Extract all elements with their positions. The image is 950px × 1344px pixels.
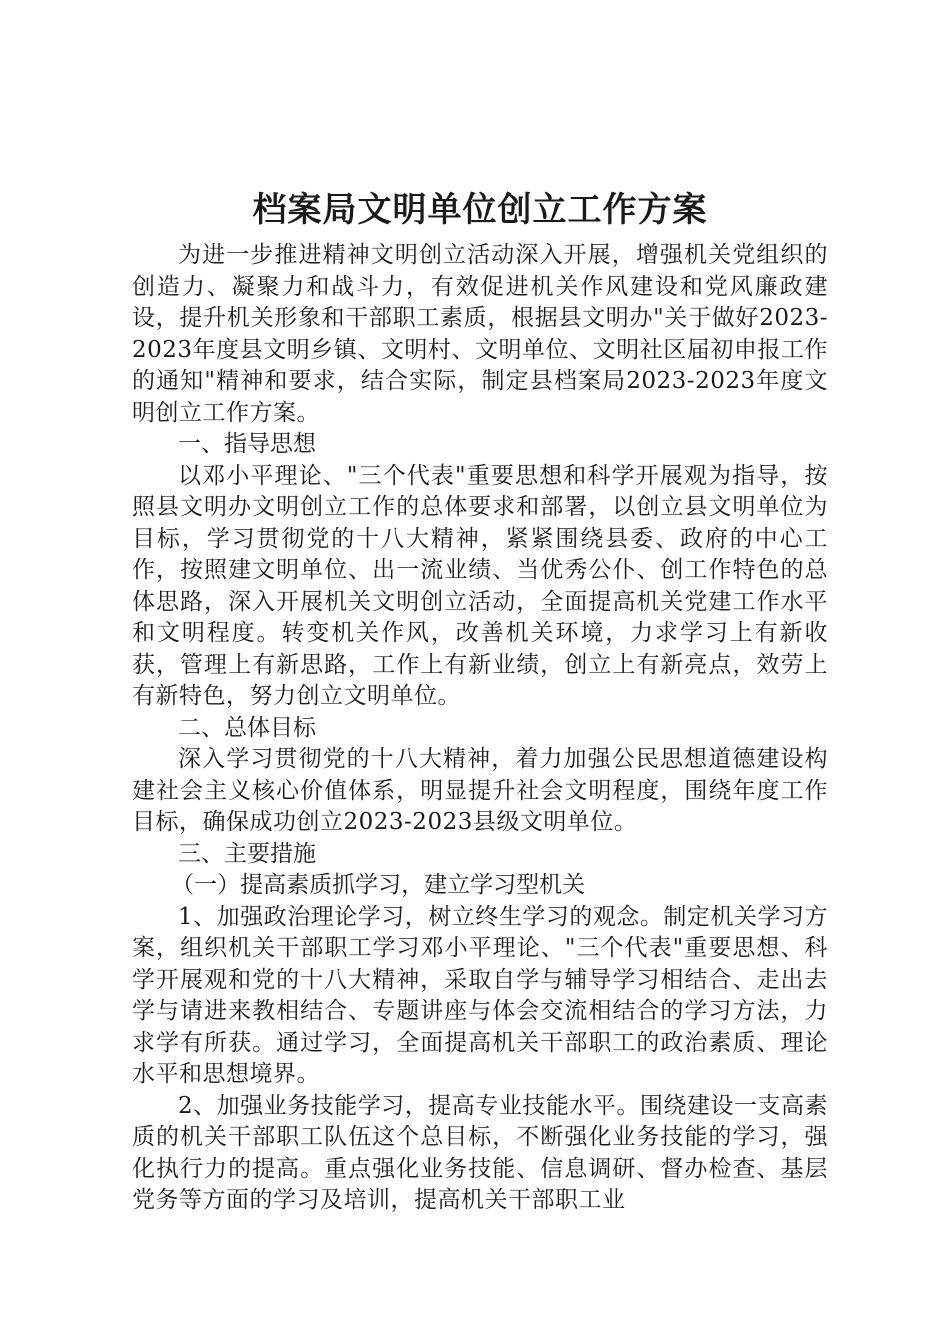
measure-item-skill-study: 2、加强业务技能学习，提高专业技能水平。围绕建设一支高素质的机关干部职工队伍这个总目标，不断强化业务技能的学习，强化执行力的提高。重点强化业务技能、信息调研、督办检查、基层党务等方面的学习及培训，提高机关干部职工业 bbox=[132, 1092, 828, 1213]
document-title: 档案局文明单位创立工作方案 bbox=[252, 190, 708, 230]
subsection-heading-learning: （一）提高素质抓学习，建立学习型机关 bbox=[171, 872, 586, 898]
section-heading-guiding-ideology: 一、指导思想 bbox=[178, 431, 316, 457]
section-body-overall-goal: 深入学习贯彻党的十八大精神，着力加强公民思想道德建设构建社会主义核心价值体系，明显提升社会文明程度，围绕年度工作目标，确保成功创立2023-2023县级文明单位。 bbox=[132, 746, 828, 835]
document-page bbox=[132, 188, 828, 1217]
measure-item-political-study: 1、加强政治理论学习，树立终生学习的观念。制定机关学习方案，组织机关干部职工学习邓小平理论、"三个代表"重要思想、科学开展观和党的十八大精神，采取自学与辅导学习相结合、走出去学与请进来教相结合、专题讲座与体会交流相结合的学习方法，力求学有所获。通过学习，全面提高机关干部职工的政治素质、理论水平和思想境界。 bbox=[132, 903, 828, 1087]
section-body-guiding-ideology: 以邓小平理论、"三个代表"重要思想和科学开展观为指导，按照县文明办文明创立工作的总体要求和部署，以创立县文明单位为目标，学习贯彻党的十八大精神，紧紧围绕县委、政府的中心工作，按照建文明单位、出一流业绩、当优秀公仆、创工作特色的总体思路，深入开展机关文明创立活动，全面提高机关党建工作水平和文明程度。转变机关作风，改善机关环境，力求学习上有新收获，管理上有新思路，工作上有新业绩，创立上有新亮点，效劳上有新特色，努力创立文明单位。 bbox=[132, 462, 828, 709]
section-heading-overall-goal: 二、总体目标 bbox=[178, 714, 316, 741]
intro-paragraph: 为进一步推进精神文明创立活动深入开展，增强机关党组织的创造力、凝聚力和战斗力，有效促进机关作风建设和党风廉政建设，提升机关形象和干部职工素质，根据县文明办"关于做好2023-2023年度县文明乡镇、文明村、文明单位、文明社区届初申报工作的通知"精神和要求，结合实际，制定县档案局2023-2023年度文明创立工作方案。 bbox=[132, 242, 828, 426]
section-heading-main-measures: 三、主要措施 bbox=[178, 840, 316, 867]
